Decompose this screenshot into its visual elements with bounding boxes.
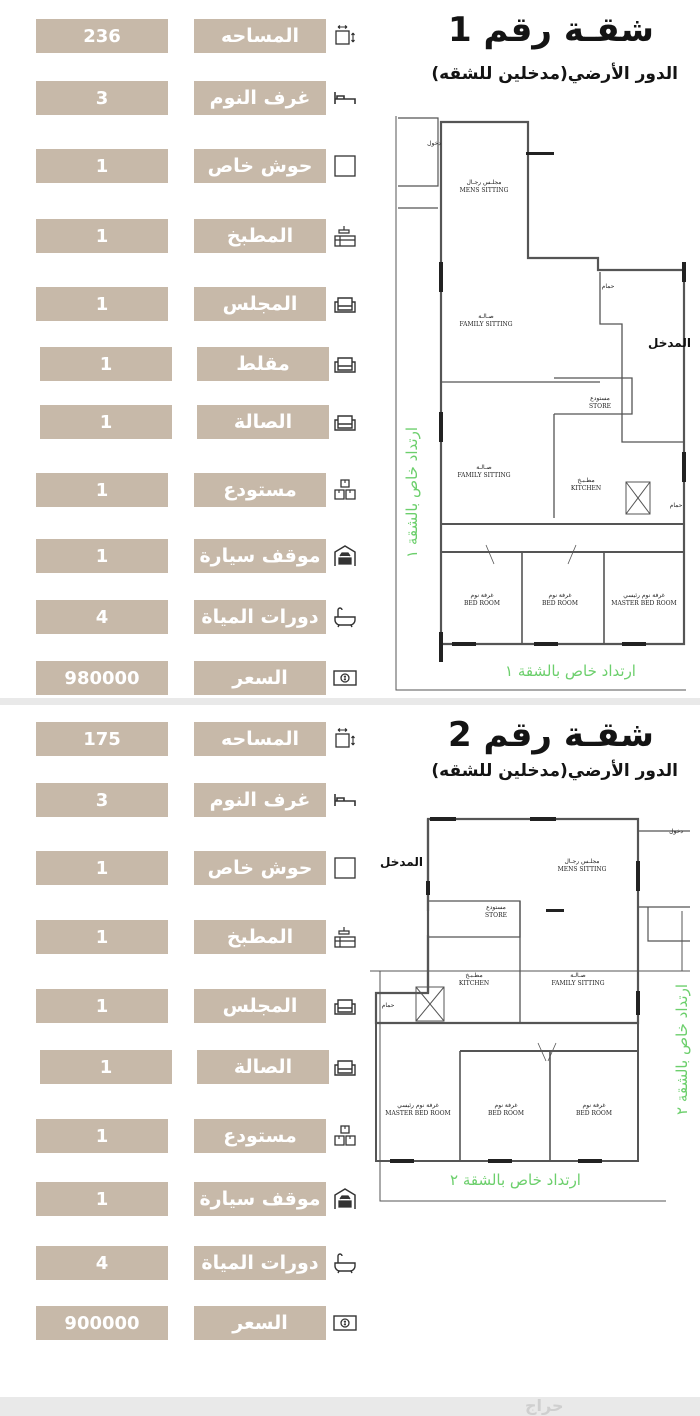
spec-label: المساحه (194, 19, 326, 53)
apartment-2-card (0, 705, 700, 1397)
room-label-ar: مجلـس رجـال (564, 858, 600, 865)
spec-row-bedrooms (0, 782, 370, 818)
spec-value: 1 (36, 219, 168, 253)
room-label-ar: دخول (427, 140, 441, 147)
room-label-en: KITCHEN (458, 980, 490, 987)
room-label-ar: غرفة نوم رئيسي (623, 592, 665, 599)
garage-icon (333, 544, 357, 568)
spec-value: 1 (36, 920, 168, 954)
apartment-title: شقـة رقم 1 (448, 10, 654, 50)
setback-label: ارتداد خاص بالشقة ٢ (450, 1171, 581, 1189)
money-icon (333, 666, 357, 690)
spec-value: 1 (40, 405, 172, 439)
watermark-logo: حراج (525, 1396, 564, 1415)
room-label-ar: حمام (601, 283, 615, 290)
sofa-icon (333, 292, 357, 316)
spec-value: 1 (36, 1119, 168, 1153)
entrance-label: المدخل (648, 336, 691, 350)
spec-value: 900000 (36, 1306, 168, 1340)
boxes-icon (333, 478, 357, 502)
spec-label: مقلط (197, 347, 329, 381)
setback-label: ارتداد خاص بالشقة ١ (505, 662, 636, 680)
room-label-ar: غرفة نوم (470, 592, 494, 599)
spec-label: السعر (194, 661, 326, 695)
bed-icon (333, 86, 357, 110)
spec-row-price (0, 660, 370, 696)
spec-value: 1 (40, 347, 172, 381)
spec-value: 1 (36, 287, 168, 321)
spec-label: الصالة (197, 1050, 329, 1084)
spec-row-dining (0, 346, 370, 382)
spec-row-hall (0, 404, 370, 440)
kitchen-icon (333, 224, 357, 248)
room-label-en: BED ROOM (541, 600, 579, 607)
spec-row-kitchen (0, 919, 370, 955)
spec-row-majlis (0, 286, 370, 322)
room-label-ar: صـالـة (476, 464, 492, 471)
spec-row-storage (0, 1118, 370, 1154)
room-label-en: FAMILY SITTING (457, 472, 511, 479)
apartment-1-card (0, 0, 700, 698)
bed-icon (333, 788, 357, 812)
room-label-ar: مجلـس رجـال (466, 179, 502, 186)
room-label-en: KITCHEN (570, 485, 602, 492)
spec-label: المجلس (194, 287, 326, 321)
spec-value: 4 (36, 600, 168, 634)
sofa-icon (333, 352, 357, 376)
room-label-ar: صـالـة (570, 972, 586, 979)
spec-label: مستودع (194, 473, 326, 507)
spec-row-kitchen (0, 218, 370, 254)
room-label-ar: حمام (381, 1002, 395, 1009)
sofa-icon (333, 994, 357, 1018)
money-icon (333, 1311, 357, 1335)
spec-label: حوش خاص (194, 851, 326, 885)
room-label-en: BED ROOM (463, 600, 501, 607)
spec-row-area (0, 18, 370, 54)
room-label-ar: غرفة نوم (548, 592, 572, 599)
room-label-ar: مستودع (486, 904, 506, 911)
spec-row-area (0, 721, 370, 757)
kitchen-icon (333, 925, 357, 949)
garage-icon (333, 1187, 357, 1211)
room-label-en: BED ROOM (487, 1110, 525, 1117)
room-label-en: FAMILY SITTING (459, 321, 513, 328)
spec-label: مستودع (194, 1119, 326, 1153)
spec-label: السعر (194, 1306, 326, 1340)
room-label-ar: دخول (669, 828, 683, 835)
spec-label: دورات المياة (194, 1246, 326, 1280)
room-label-ar: غرفة نوم (494, 1102, 518, 1109)
boxes-icon (333, 1124, 357, 1148)
spec-label: حوش خاص (194, 149, 326, 183)
spec-row-majlis (0, 988, 370, 1024)
spec-row-yard (0, 850, 370, 886)
bathtub-icon (333, 605, 357, 629)
room-label-ar: غرفة نوم رئيسي (397, 1102, 439, 1109)
spec-value: 3 (36, 81, 168, 115)
room-label-ar: مطـبـخ (465, 972, 483, 979)
spec-label: غرف النوم (194, 81, 326, 115)
spec-value: 1 (36, 1182, 168, 1216)
room-label-ar: غرفة نوم (582, 1102, 606, 1109)
apartment-title: شقـة رقم 2 (448, 715, 654, 755)
bathtub-icon (333, 1251, 357, 1275)
sofa-icon (333, 410, 357, 434)
room-label-ar: صـالـة (478, 313, 494, 320)
spec-value: 175 (36, 722, 168, 756)
spec-label: المساحه (194, 722, 326, 756)
room-label-en: STORE (589, 403, 611, 410)
area-icon (333, 24, 357, 48)
spec-label: المطبخ (194, 920, 326, 954)
entrance-label: المدخل (380, 855, 423, 869)
spec-value: 1 (40, 1050, 172, 1084)
room-label-en: BED ROOM (575, 1110, 613, 1117)
spec-value: 1 (36, 851, 168, 885)
floor-subtitle: الدور الأرضي(مدخلين للشقه) (431, 761, 678, 781)
room-label-en: MASTER BED ROOM (385, 1110, 451, 1117)
spec-label: موقف سيارة (194, 1182, 326, 1216)
spec-value: 236 (36, 19, 168, 53)
spec-label: المطبخ (194, 219, 326, 253)
spec-value: 1 (36, 539, 168, 573)
spec-row-bathrooms (0, 1245, 370, 1281)
floor-plan (370, 811, 696, 1211)
spec-row-hall (0, 1049, 370, 1085)
spec-row-storage (0, 472, 370, 508)
spec-value: 1 (36, 149, 168, 183)
spec-label: المجلس (194, 989, 326, 1023)
spec-value: 980000 (36, 661, 168, 695)
floor-plan (386, 112, 698, 694)
spec-row-bathrooms (0, 599, 370, 635)
room-label-en: STORE (485, 912, 507, 919)
spec-label: غرف النوم (194, 783, 326, 817)
yard-icon (333, 856, 357, 880)
spec-row-parking (0, 538, 370, 574)
setback-label: ارتداد خاص بالشقة ٢ (673, 984, 691, 1115)
yard-icon (333, 154, 357, 178)
spec-row-bedrooms (0, 80, 370, 116)
spec-value: 4 (36, 1246, 168, 1280)
spec-row-yard (0, 148, 370, 184)
spec-value: 1 (36, 473, 168, 507)
floor-subtitle: الدور الأرضي(مدخلين للشقه) (431, 64, 678, 84)
setback-label: ارتداد خاص بالشقة ١ (403, 427, 421, 558)
spec-row-price (0, 1305, 370, 1341)
room-label-en: MENS SITTING (459, 187, 509, 194)
room-label-ar: مستودع (590, 395, 610, 402)
area-icon (333, 727, 357, 751)
spec-label: دورات المياة (194, 600, 326, 634)
spec-label: موقف سيارة (194, 539, 326, 573)
spec-value: 1 (36, 989, 168, 1023)
room-label-ar: حمام (669, 502, 683, 509)
spec-label: الصالة (197, 405, 329, 439)
spec-row-parking (0, 1181, 370, 1217)
room-label-en: MENS SITTING (557, 866, 607, 873)
sofa-icon (333, 1055, 357, 1079)
room-label-en: MASTER BED ROOM (611, 600, 677, 607)
spec-value: 3 (36, 783, 168, 817)
room-label-ar: مطـبـخ (577, 477, 595, 484)
room-label-en: FAMILY SITTING (551, 980, 605, 987)
